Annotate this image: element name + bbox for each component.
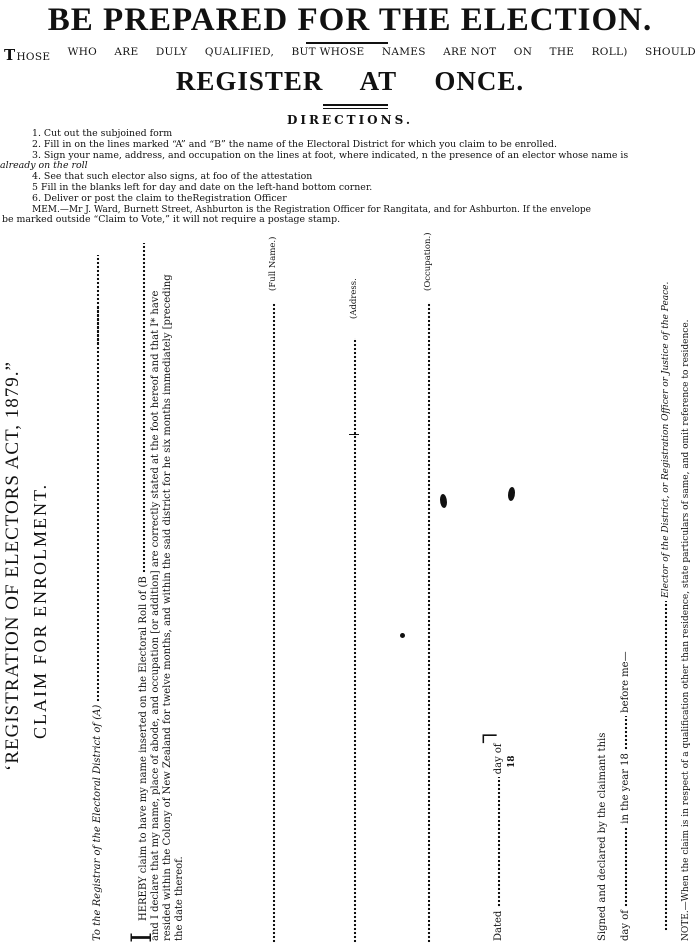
qualified-word-3: DULY — [155, 46, 188, 58]
direction-item: be marked outside “Claim to Vote,” it will not require a postage stamp. — [2, 214, 341, 226]
occupation-field[interactable] — [427, 303, 431, 943]
address-label: (Address. — [349, 278, 359, 319]
big-i: I — [125, 931, 158, 943]
note-line: NOTE.—When the claim is in respect of a qualification other than residence, state particulars of same, and omit reference to residence. — [681, 319, 691, 941]
address-field[interactable] — [353, 338, 357, 943]
claim-line-4: the date thereof. — [174, 856, 185, 941]
to-registrar-line — [92, 307, 104, 941]
occupation-label: (Occupation.) — [423, 232, 433, 291]
signed-line-2: day of in the year 18 before me— — [620, 651, 631, 941]
directions-title: DIRECTIONS. — [286, 113, 414, 127]
qualified-word-1: WHO — [67, 46, 98, 58]
elector-signature-field[interactable] — [664, 601, 668, 931]
dated-field[interactable] — [497, 777, 501, 907]
district-b-field[interactable] — [142, 243, 146, 573]
dated-line: Dated day of — [493, 743, 504, 941]
qualified-word-2: ARE — [114, 46, 139, 58]
direction-memo: MEM.—Mr J. Ward, Burnett Street, Ashburton is the Registration Officer for Rangitata, and for Ashburton. If the envelope — [32, 204, 591, 215]
full-name-label: (Full Name.) — [268, 236, 278, 291]
ink-spot — [400, 633, 405, 638]
qualified-word-11: SHOULD — [644, 46, 696, 58]
headline: BE PREPARED FOR THE ELECTION. — [47, 2, 653, 38]
directions-rule-bottom — [323, 108, 388, 109]
date-brace: ┐ — [470, 727, 495, 743]
qualified-word-9: THE — [549, 46, 575, 58]
signed-day-field[interactable] — [624, 827, 628, 907]
direction-item: already on the roll — [0, 160, 88, 172]
claim-line-1: HEREBY claim to have my name inserted on the Electoral Roll of (B — [138, 243, 150, 921]
signed-year-field[interactable] — [624, 716, 628, 750]
qualified-word-6: NAMES — [381, 46, 426, 58]
qualified-word-4: QUALIFIED, — [204, 46, 275, 58]
act-title: ‘REGISTRATION OF ELECTORS ACT, 1879.” — [2, 361, 23, 771]
day-of-label: day of — [493, 743, 504, 775]
district-a-field-end[interactable] — [96, 255, 100, 345]
direction-item: 1. Cut out the subjoined form — [32, 128, 173, 139]
qualified-word-10: ROLL) — [591, 46, 628, 58]
direction-item: 3. Sign your name, address, and occupation on the lines at foot, where indicated, n the presence of an elector whose name is — [32, 149, 629, 161]
qualified-word-5: BUT WHOSE — [291, 46, 365, 58]
qualified-word-8: ON — [513, 46, 533, 58]
direction-item: 5 Fill in the blanks left for day and date on the left-hand bottom corner. — [32, 181, 373, 193]
claim-form — [0, 232, 700, 943]
qualified-word-7: ARE NOT — [443, 46, 497, 58]
signed-line: Signed and declared by the claimant this — [597, 732, 608, 941]
qualified-notice — [0, 46, 700, 64]
claim-title: CLAIM FOR ENROLMENT. — [30, 482, 50, 739]
direction-item: 2. Fill in on the lines marked “A” and “B” the name of the Electoral District for which you claim to be enrolled. — [32, 138, 557, 150]
full-name-field[interactable] — [272, 303, 276, 943]
year-18: 18 — [507, 755, 517, 768]
headline-rule — [306, 42, 388, 44]
qualified-word-0: THOSE — [4, 46, 51, 64]
directions-list — [0, 129, 700, 226]
ink-smudge — [440, 494, 447, 508]
register-at-once: REGISTER AT ONCE. — [175, 66, 525, 96]
direction-item: 4. See that such elector also signs, at foo of the attestation — [32, 171, 313, 183]
district-a-field[interactable] — [96, 307, 100, 702]
to-registrar-label: To the Registrar of the Electoral District of (A) — [92, 704, 103, 941]
claim-line-3: resided within the Colony of New Zealand for twelve months, and within the said district for he six months immediately [preceding — [162, 274, 173, 941]
claim-line-2: and I declare that my name, place of abode, and occupation [or addition] are correctly stated at the foot hereof and that I* have — [150, 290, 161, 941]
direction-item: 6. Deliver or post the claim to theRegistration Officer — [32, 192, 287, 204]
directions-rule-top — [323, 104, 388, 106]
ink-smudge — [508, 487, 515, 501]
elector-line: Elector of the District, or Registration Officer or Justice of the Peace. — [661, 281, 671, 598]
